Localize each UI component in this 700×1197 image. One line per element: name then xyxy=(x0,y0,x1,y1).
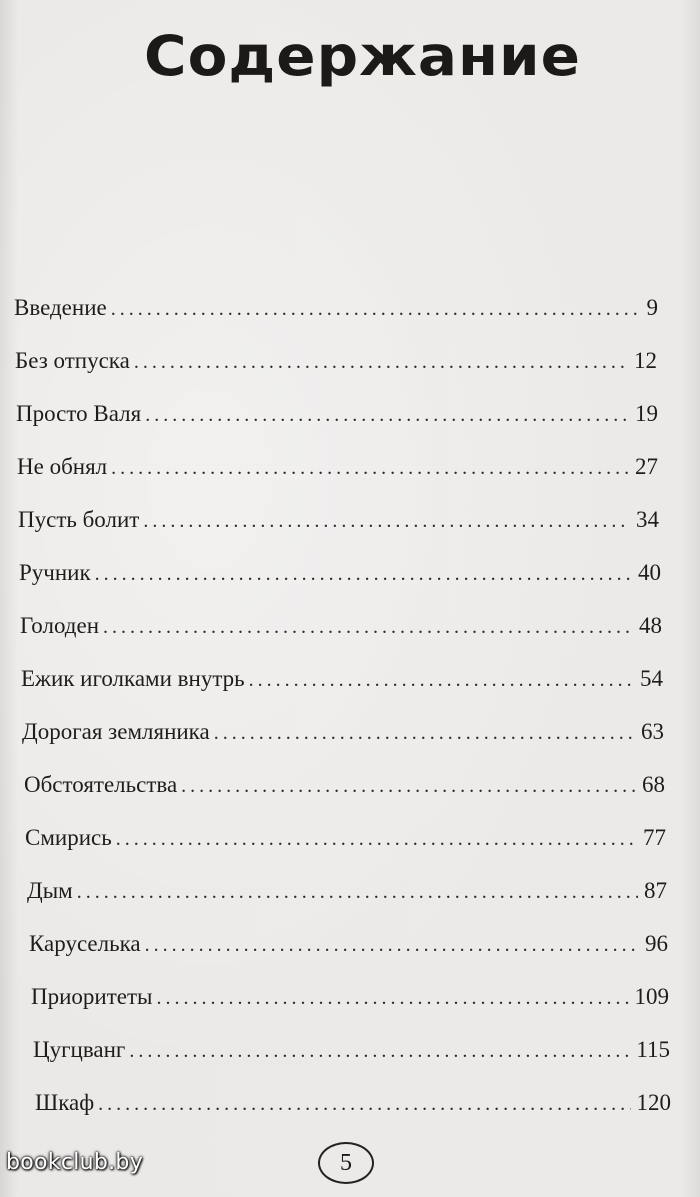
toc-entry xyxy=(17,450,658,484)
toc-entry-title: Цугцванг xyxy=(33,1037,126,1062)
toc-entry xyxy=(16,397,658,431)
toc-entry-page: 109 xyxy=(634,984,669,1009)
toc-entry-page: 54 xyxy=(640,666,663,691)
toc-entry xyxy=(20,609,662,643)
watermark: bookclub.by xyxy=(6,1150,144,1175)
toc-entry-title: Не обнял xyxy=(17,454,108,479)
toc-entry xyxy=(24,768,665,802)
dot-leader xyxy=(145,928,639,962)
dot-leader xyxy=(143,504,630,538)
toc-entry-title: Шкаф xyxy=(35,1090,95,1115)
toc-entry xyxy=(15,344,657,378)
toc-entry xyxy=(25,821,666,855)
dot-leader xyxy=(116,822,637,856)
toc-entry-title: Обстоятельства xyxy=(24,772,178,797)
toc-entry-page: 34 xyxy=(636,507,659,532)
toc-entry-page: 120 xyxy=(636,1090,671,1115)
toc-entry xyxy=(35,1086,671,1120)
toc-entry xyxy=(19,556,661,590)
dot-leader xyxy=(157,981,629,1015)
toc-entry-title: Ежик иголками внутрь xyxy=(21,666,245,691)
toc-entry-page: 19 xyxy=(635,401,658,426)
toc-entry-page: 40 xyxy=(638,560,661,585)
toc-entry-title: Пусть болит xyxy=(18,507,140,532)
toc-entry-title: Смирись xyxy=(25,825,112,850)
toc-entry-page: 63 xyxy=(641,719,664,744)
toc-entry-page: 48 xyxy=(639,613,662,638)
toc-entry-page: 77 xyxy=(643,825,666,850)
toc-entry-page: 9 xyxy=(646,295,658,320)
dot-leader xyxy=(95,557,632,591)
dot-leader xyxy=(249,663,634,697)
toc-entry xyxy=(14,291,658,325)
toc-entry-page: 87 xyxy=(644,878,667,903)
dot-leader xyxy=(111,451,629,485)
dot-leader xyxy=(98,1087,630,1121)
toc-entry-page: 96 xyxy=(645,931,668,956)
page-title: Содержание xyxy=(144,23,582,89)
toc-entry xyxy=(18,503,659,537)
toc-entry-page: 12 xyxy=(634,348,657,373)
dot-leader xyxy=(129,1034,630,1068)
toc-entry xyxy=(31,980,669,1014)
toc-entry-title: Просто Валя xyxy=(16,401,142,426)
dot-leader xyxy=(111,292,641,326)
toc-entry xyxy=(21,662,663,696)
toc-entry xyxy=(29,927,668,961)
toc-entry-title: Приоритеты xyxy=(31,984,153,1009)
dot-leader xyxy=(77,875,638,909)
toc-entry xyxy=(27,874,667,908)
toc-entry xyxy=(33,1033,670,1067)
page-number: 5 xyxy=(318,1142,374,1184)
toc-entry-title: Каруселька xyxy=(29,931,141,956)
toc-entry-page: 115 xyxy=(636,1037,670,1062)
toc-entry xyxy=(22,715,664,749)
toc-entry-title: Дорогая земляника xyxy=(22,719,210,744)
toc-entry-page: 27 xyxy=(635,454,658,479)
toc-entry-page: 68 xyxy=(642,772,665,797)
dot-leader xyxy=(181,769,636,803)
dot-leader xyxy=(214,716,635,750)
toc-entry-title: Ручник xyxy=(19,560,91,585)
toc-entry-title: Без отпуска xyxy=(15,348,130,373)
dot-leader xyxy=(134,345,628,379)
toc-entry-title: Дым xyxy=(27,878,73,903)
dot-leader xyxy=(103,610,633,644)
toc-entry-title: Голоден xyxy=(20,613,100,638)
dot-leader xyxy=(145,398,629,432)
toc-entry-title: Введение xyxy=(14,295,107,320)
